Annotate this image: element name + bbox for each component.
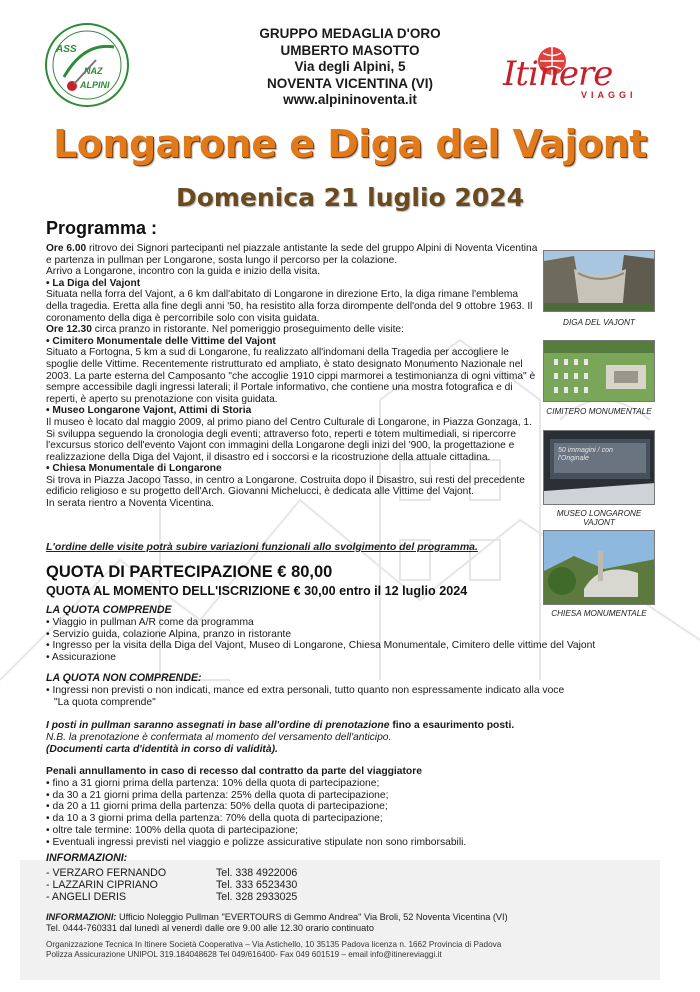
photo-chiesa: [543, 530, 655, 605]
footer-info-label: INFORMAZIONI:: [46, 912, 117, 922]
quota-non-comprende: [46, 673, 666, 708]
logo-text-naz: NAZ: [84, 66, 103, 76]
contact-row: [46, 867, 297, 879]
contacts-list: [46, 867, 297, 903]
cimitero-title-text: • Cimitero Monumentale delle Vittime del Vajont: [46, 335, 276, 347]
caption-museo: MUSEO LONGARONE VAJONT: [556, 509, 642, 527]
posti-line3: (Documenti carta d'identità in corso di validità).: [46, 743, 278, 755]
footer-info-line2: Tel. 0444-760331 dal lunedì al venerdì dalle ore 9.00 alle 12.30 orario continuato: [46, 923, 374, 933]
contact-row: [46, 879, 297, 891]
footer-info: [46, 912, 666, 934]
penali-item: • da 10 a 3 giorni prima della partenza: 70% della quota di partecipazione;: [46, 813, 383, 825]
penali-item: • Eventuali ingressi previsti nel viaggio e polizze assicurative stipulate non sono rimborsabili.: [46, 836, 467, 848]
contact-row: [46, 891, 297, 903]
programma-p3: [46, 324, 542, 336]
non-comprende-item-cont: "La quota comprende": [54, 696, 156, 708]
posti-line1-bold: fino a esaurimento posti.: [392, 720, 515, 731]
posti-notes: [46, 720, 666, 755]
page-title: Longarone e Diga del Vajont: [53, 122, 647, 166]
logo-text-ass: ASS: [56, 44, 77, 55]
contact-name: - LAZZARIN CIPRIANO: [46, 879, 158, 891]
cimitero-text: Situato a Fortogna, 5 km a sud di Longarone, fu realizzato all'indomani della Tragedia per accogliere le spoglie delle Vittime. Recentemente ristrutturato ed ampliato, è stato designato Monumento Nazionale nel 2003. La parte esterna del Camposanto "che accoglie 1910 cippi marmorei a testimonianza di ogni vittima" è sempre accessibile dagli ingressi laterali; il Portale informativo, che contiene una mostra fotografica e di reperti, è aperto su prenotazione con visita guidata.: [46, 347, 536, 405]
quota-non-comprende-heading: LA QUOTA NON COMPRENDE:: [46, 672, 202, 684]
comprende-item: • Assicurazione: [46, 652, 116, 664]
diga-text: Situata nella forra del Vajont, a 6 km dall'abitato di Longarone in direzione Erto, la diga rimane l'emblema della tragedia. Eretta alla fine degli anni '50, ha resistito alla forza dirompente dell'onda del 9 ottobre 1963. Il coronamento della diga è percorribile solo con visita guidata.: [46, 289, 533, 324]
logo-text-alpini: ALPINI: [80, 80, 110, 90]
penali-heading: Penali annullamento in caso di recesso dal contratto da parte del viaggiatore: [46, 766, 422, 777]
penali-item: • da 30 a 21 giorni prima della partenza: 25% della quota di partecipazione;: [46, 789, 389, 801]
quota-partecipazione: QUOTA DI PARTECIPAZIONE € 80,00: [46, 563, 333, 581]
chiesa-title: [46, 463, 542, 475]
posti-line2: N.B. la prenotazione è confermata al momento del versamento dell'anticipo.: [46, 731, 392, 743]
footer-info-text: Ufficio Noleggio Pullman "EVERTOURS di Gemmo Andrea" Via Broli, 52 Noventa Vicentina (VI): [116, 912, 508, 922]
organization-address: [200, 26, 500, 109]
comprende-item: • Ingresso per la visita della Diga del Vajont, Museo di Longarone, Chiesa Monumentale, Cimitero delle vittime del Vajont: [46, 640, 596, 652]
caption-chiesa: CHIESA MONUMENTALE: [551, 609, 647, 618]
ana-logo: [44, 22, 130, 108]
rientro-text: In serata rientro a Noventa Vicentina.: [46, 498, 215, 510]
contact-name: - ANGELI DERIS: [46, 891, 127, 903]
museo-overlay-text: 50 immagini / con l'Originale: [558, 447, 613, 462]
museo-text: Il museo è locato dal maggio 2009, al primo piano del Centro Culturale di Longarone, in Piazza Gonzaga, 1. Si sviluppa seguendo la cronologia degli eventi; attraverso foto, reperti e totem multimediali, si ripercorre l'excursus storico dell'evento Vajont con immagini della Longarone degli inizi del '900, la progettazione e realizzazione della Diga del Vajont, il disastro ed i soccorsi e la ricostruzione della attuale cittadina.: [46, 416, 532, 463]
event-date: Domenica 21 luglio 2024: [175, 183, 525, 212]
photo-cimitero: [543, 340, 655, 402]
museo-title-text: • Museo Longarone Vajont, Attimi di Storia: [46, 405, 252, 417]
penali-section: [46, 766, 666, 849]
chiesa-text: Si trova in Piazza Jacopo Tasso, in centro a Longarone. Costruita dopo il Disastro, sui resti del precedente edificio religioso e su progetto dell'Arch. Giovanni Michelucci, è dedicata alle Vittime del Vajont.: [46, 474, 525, 498]
footer-organization: [46, 940, 666, 960]
posti-line1-text: I posti in pullman saranno assegnati in base all'ordine di prenotazione: [46, 720, 393, 731]
comprende-item: • Viaggio in pullman A/R come da programma: [46, 616, 254, 628]
header: [0, 0, 700, 120]
contact-name: - VERZARO FERNANDO: [46, 867, 167, 879]
penali-item: • da 20 a 11 giorni prima della partenza: 50% della quota di partecipazione;: [46, 801, 388, 813]
org-city: NOVENTA VICENTINA (VI): [266, 75, 433, 91]
itinere-logo-sub: VIAGGI: [581, 90, 637, 100]
org-name-line1: GRUPPO MEDAGLIA D'ORO: [259, 26, 441, 41]
itinere-logo-text: Itinere: [503, 54, 613, 94]
informazioni-heading: INFORMAZIONI:: [46, 852, 128, 864]
cimitero-title: [46, 336, 542, 348]
footer-org-line2: Polizza Assicurazione UNIPOL 319.184048628 Tel 049/616400- Fax 049 601519 – email info@itinereviaggi.it: [46, 950, 442, 959]
caption-diga: DIGA DEL VAJONT: [563, 318, 635, 327]
quota-comprende: [46, 605, 666, 664]
programma-body: [46, 243, 542, 510]
posti-line1: [46, 720, 666, 732]
time-1230: Ore 12.30: [46, 324, 92, 336]
programma-p1: [46, 243, 542, 266]
visit-order-note: L'ordine delle visite potrà subire variazioni funzionali allo svolgimento del programma.: [46, 541, 478, 553]
photo-diga: [543, 250, 655, 312]
contact-phone: Tel. 328 2933025: [216, 891, 298, 903]
footer-org-line1: Organizzazione Tecnica In Itinere Società Cooperativa – Via Astichello, 10 35135 Padova licenza n. 1662 Provincia di Padova: [46, 940, 502, 949]
photo-museo: [543, 430, 655, 505]
org-name-line2: UMBERTO MASOTTO: [280, 42, 420, 58]
penali-item: • oltre tale termine: 100% della quota di partecipazione;: [46, 824, 299, 836]
contact-phone: Tel. 333 6523430: [216, 879, 298, 891]
informazioni-heading-block: [46, 853, 666, 865]
programma-heading: Programma :: [46, 218, 158, 238]
quota-comprende-heading: LA QUOTA COMPRENDE: [46, 604, 172, 616]
programma-p3-text: circa pranzo in ristorante. Nel pomeriggio proseguimento delle visite:: [91, 324, 404, 336]
time-0600: Ore 6.00: [46, 243, 87, 254]
quota-iscrizione: QUOTA AL MOMENTO DELL'ISCRIZIONE € 30,00 entro il 12 luglio 2024: [46, 584, 468, 598]
chiesa-title-text: • Chiesa Monumentale di Longarone: [46, 463, 222, 475]
diga-title-text: • La Diga del Vajont: [46, 277, 141, 289]
comprende-item: • Servizio guida, colazione Alpina, pranzo in ristorante: [46, 628, 292, 640]
footer-info-line1: [46, 912, 666, 923]
caption-cimitero: CIMITERO MONUMENTALE: [546, 407, 652, 416]
diga-title: [46, 278, 542, 290]
contact-phone: Tel. 338 4922006: [216, 867, 298, 879]
museo-title: [46, 405, 542, 417]
org-website: www.alpininoventa.it: [283, 92, 417, 107]
non-comprende-item: • Ingressi non previsti o non indicati, mance ed extra personali, tutto quanto non espressamente indicato alla voce: [46, 684, 565, 696]
itinere-logo: [503, 44, 663, 104]
programma-p2: Arrivo a Longarone, incontro con la guida e inizio della visita.: [46, 266, 321, 278]
penali-item: • fino a 31 giorni prima della partenza: 10% della quota di partecipazione;: [46, 777, 380, 789]
programma-p1-text: ritrovo dei Signori partecipanti nel piazzale antistante la sede del gruppo Alpini di Noventa Vicentina e partenza in pullman per Longarone, sosta lungo il percorso per la colazione.: [46, 243, 538, 266]
org-street: Via degli Alpini, 5: [294, 59, 406, 74]
